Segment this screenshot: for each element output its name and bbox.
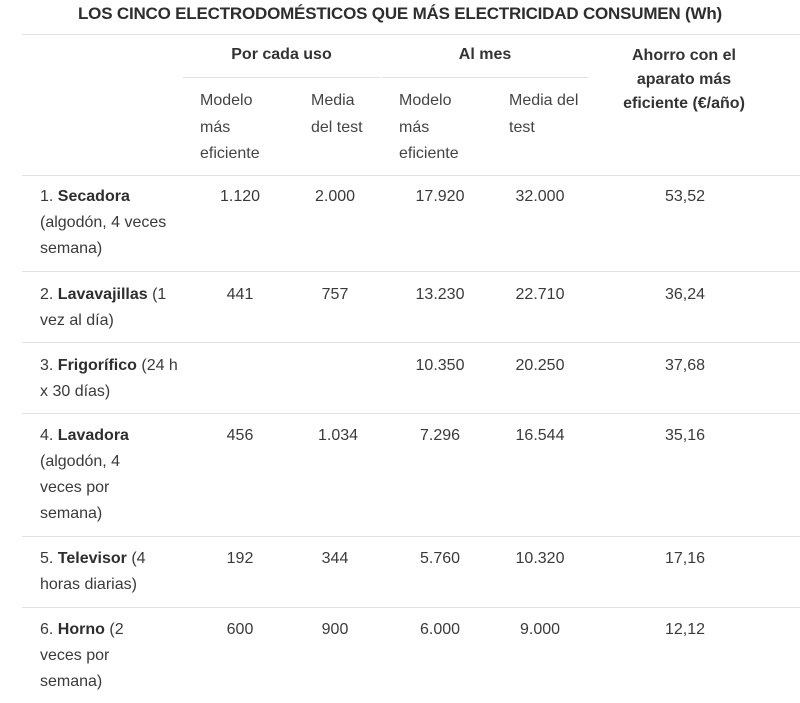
row-number: 5. bbox=[40, 550, 54, 567]
appliance-detail: (4 horas diarias) bbox=[40, 550, 146, 593]
rule-row-3 bbox=[22, 413, 800, 414]
ahorro-value: 12,12 bbox=[664, 621, 706, 638]
uso-eficiente-value: 600 bbox=[226, 621, 254, 638]
appliance-detail: (24 h x 30 días) bbox=[40, 357, 178, 400]
mes-media-value: 9.000 bbox=[519, 621, 561, 638]
ahorro-value: 17,16 bbox=[664, 550, 706, 567]
subheader-mes-modelo-eficiente: Modelo más eficiente bbox=[399, 92, 459, 162]
row-label bbox=[40, 617, 150, 695]
appliance-detail: (algodón, 4 veces semana) bbox=[40, 214, 167, 257]
header-ahorro: Ahorro con el aparato más eficiente (€/año) bbox=[623, 47, 745, 112]
appliance-detail: (1 vez al día) bbox=[40, 286, 167, 329]
uso-media-value: 900 bbox=[321, 621, 349, 638]
appliance-name: Horno bbox=[57, 621, 105, 638]
row-number: 4. bbox=[40, 427, 54, 444]
row-number: 3. bbox=[40, 357, 54, 374]
uso-eficiente-value: 456 bbox=[226, 427, 254, 444]
subheader-mes-media-test: Media del test bbox=[509, 92, 579, 136]
mes-eficiente-value: 17.920 bbox=[415, 188, 465, 205]
mes-eficiente-value: 13.230 bbox=[415, 286, 465, 303]
uso-eficiente-value: 441 bbox=[226, 286, 254, 303]
mes-media-value: 20.250 bbox=[515, 357, 565, 374]
appliance-name: Lavadora bbox=[57, 427, 129, 444]
uso-eficiente-value: 1.120 bbox=[219, 188, 261, 205]
appliance-detail: (2 veces por semana) bbox=[40, 621, 124, 690]
uso-media-value: 344 bbox=[321, 550, 349, 567]
appliance-detail: (algodón, 4 veces por semana) bbox=[40, 453, 121, 522]
rule-row-1 bbox=[22, 271, 800, 272]
row-label bbox=[40, 282, 180, 334]
ahorro-value: 36,24 bbox=[664, 286, 706, 303]
ahorro-value: 37,68 bbox=[664, 357, 706, 374]
appliance-name: Frigorífico bbox=[57, 357, 137, 374]
row-number: 2. bbox=[40, 286, 54, 303]
appliance-name: Televisor bbox=[57, 550, 127, 567]
subheader-uso-media-test: Media del test bbox=[311, 92, 363, 136]
rule-header-bottom bbox=[22, 175, 800, 176]
mes-eficiente-value: 7.296 bbox=[419, 427, 461, 444]
row-label bbox=[40, 546, 180, 598]
rule-row-2 bbox=[22, 342, 800, 343]
mes-eficiente-value: 10.350 bbox=[415, 357, 465, 374]
mes-media-value: 16.544 bbox=[515, 427, 565, 444]
rule-top bbox=[22, 34, 800, 35]
row-number: 6. bbox=[40, 621, 54, 638]
mes-eficiente-value: 5.760 bbox=[419, 550, 461, 567]
mes-media-value: 10.320 bbox=[515, 550, 565, 567]
mes-media-value: 22.710 bbox=[515, 286, 565, 303]
mes-eficiente-value: 6.000 bbox=[419, 621, 461, 638]
uso-media-value: 1.034 bbox=[317, 427, 359, 444]
row-label bbox=[40, 353, 180, 405]
rule-row-4 bbox=[22, 536, 800, 537]
appliance-name: Lavavajillas bbox=[57, 286, 148, 303]
rule-row-5 bbox=[22, 607, 800, 608]
mes-media-value: 32.000 bbox=[515, 188, 565, 205]
ahorro-value: 35,16 bbox=[664, 427, 706, 444]
table-title: LOS CINCO ELECTRODOMÉSTICOS QUE MÁS ELECTRICIDAD CONSUMEN (Wh) bbox=[78, 4, 722, 23]
uso-media-value: 757 bbox=[321, 286, 349, 303]
row-label bbox=[40, 423, 160, 527]
uso-media-value: 2.000 bbox=[314, 188, 356, 205]
uso-eficiente-value: 192 bbox=[226, 550, 254, 567]
row-label bbox=[40, 184, 185, 262]
rule-group-al-mes bbox=[382, 77, 588, 78]
header-al-mes: Al mes bbox=[458, 46, 512, 63]
subheader-uso-modelo-eficiente: Modelo más eficiente bbox=[200, 92, 260, 162]
rule-group-por-cada-uso bbox=[183, 77, 380, 78]
ahorro-value: 53,52 bbox=[664, 188, 706, 205]
header-por-cada-uso: Por cada uso bbox=[231, 46, 332, 63]
appliance-name: Secadora bbox=[57, 188, 130, 205]
row-number: 1. bbox=[40, 188, 54, 205]
